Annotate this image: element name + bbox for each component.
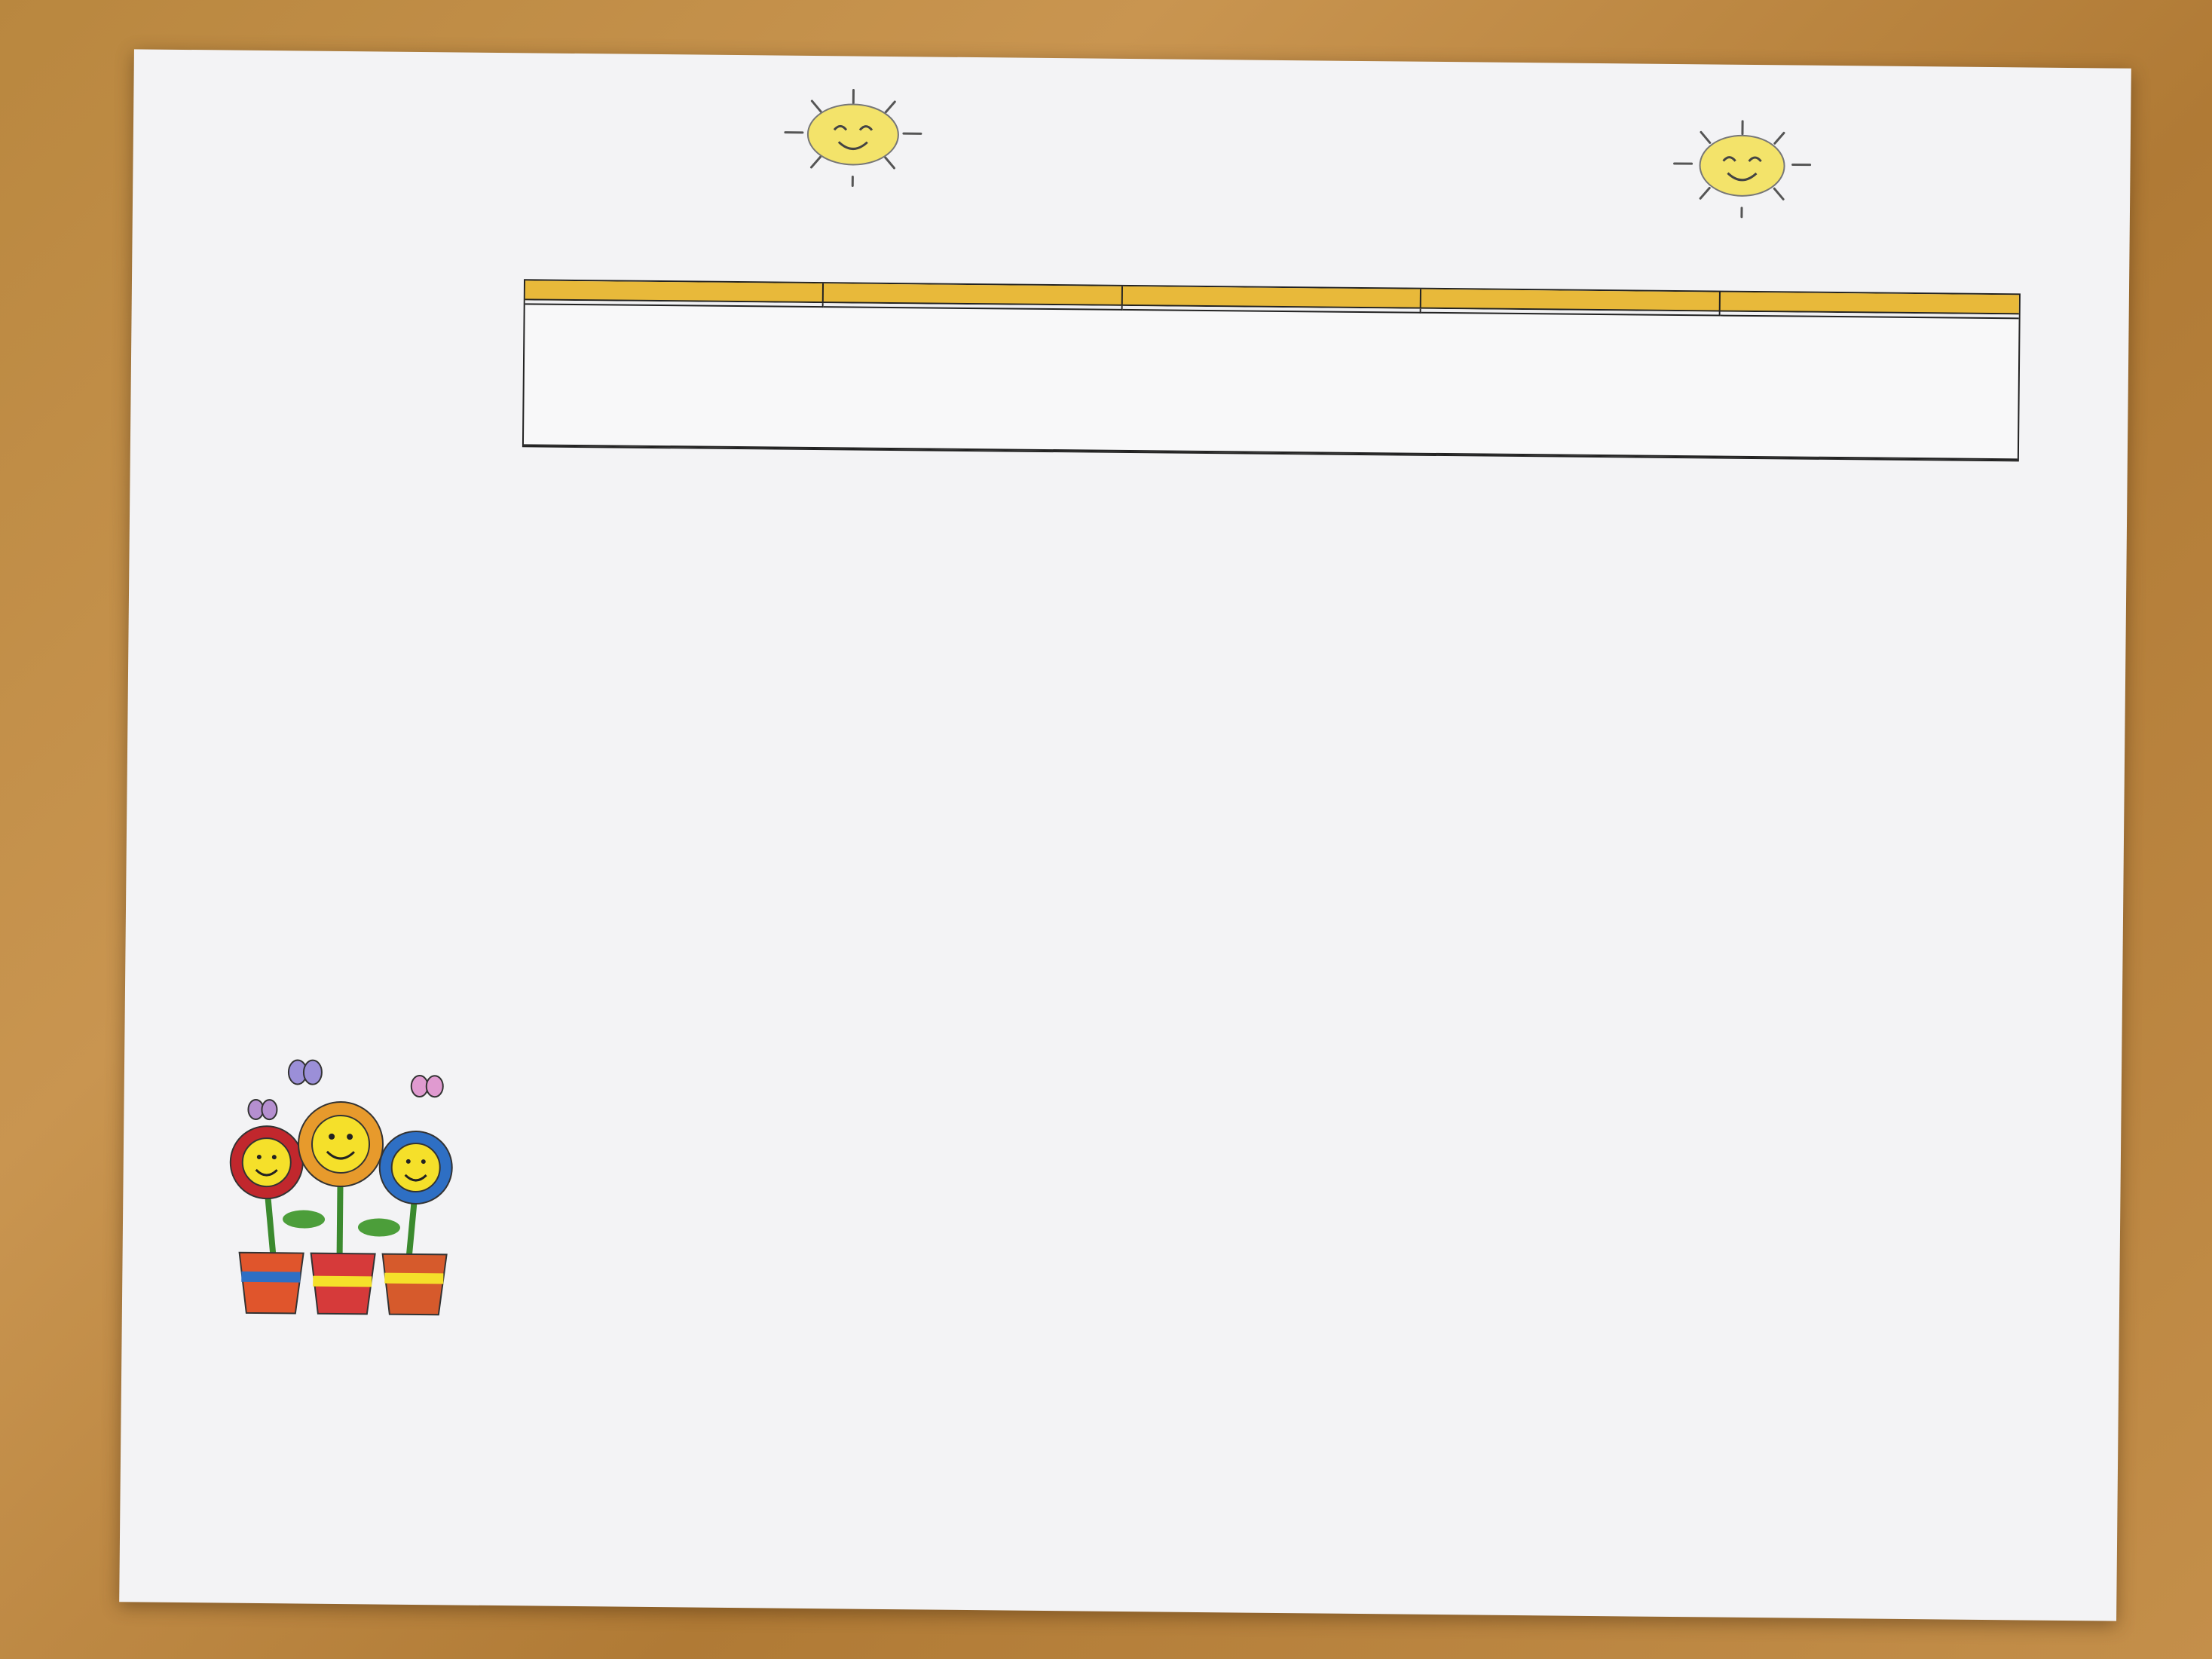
menu-change-note xyxy=(222,265,524,268)
sandwich-line xyxy=(218,778,519,781)
page-title xyxy=(1112,194,1640,200)
sandwich-line xyxy=(218,778,519,781)
alternatives-note xyxy=(220,522,522,525)
alternative-line xyxy=(220,522,522,525)
sandwich-section xyxy=(218,773,519,781)
butterfly-icon xyxy=(289,1060,322,1084)
school-name xyxy=(1112,196,1640,201)
price-line xyxy=(222,326,523,329)
price-line xyxy=(222,326,523,329)
menu-calendar xyxy=(522,279,2021,461)
vacation-label xyxy=(524,305,2019,458)
weekday-thursday xyxy=(1421,289,1721,311)
gluten-free-note xyxy=(218,778,519,781)
sandwich-heading xyxy=(218,773,519,776)
flowers-icon xyxy=(220,1053,471,1327)
sidebar-note xyxy=(222,265,524,268)
weekday-wednesday xyxy=(1123,286,1422,308)
sandwich-line xyxy=(218,778,519,781)
weekday-monday xyxy=(525,280,825,301)
sun-icon xyxy=(781,86,925,193)
menu-header xyxy=(1112,194,1640,210)
menu-sheet xyxy=(119,49,2131,1621)
sandwich-line xyxy=(218,778,519,781)
alternative-line xyxy=(220,522,522,525)
vacation-week xyxy=(524,300,2019,460)
nondiscrimination-statement xyxy=(512,1459,2006,1473)
price-line xyxy=(222,326,523,329)
prices-heading xyxy=(222,321,523,324)
alternatives-section xyxy=(220,517,522,525)
sandwich-line xyxy=(218,778,519,781)
weekday-tuesday xyxy=(824,283,1123,305)
sun-icon xyxy=(1670,117,1814,224)
prices-section xyxy=(222,321,523,329)
alternatives-heading xyxy=(220,517,522,520)
menu-name xyxy=(1112,205,1640,210)
price-line xyxy=(222,326,523,329)
weekday-friday xyxy=(1720,292,2019,314)
price-line xyxy=(222,326,523,329)
